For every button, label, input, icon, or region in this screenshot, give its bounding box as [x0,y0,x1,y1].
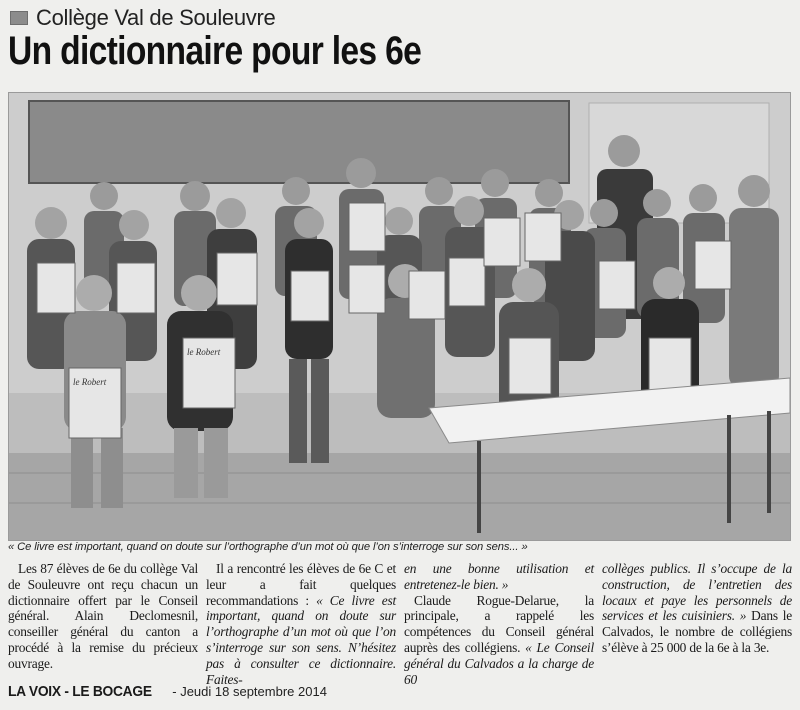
article-paragraph [206,561,396,687]
paragraph-text: Il a rencontré les élèves de 6e C et leur a fait quelques recommandations : [206,561,396,608]
paragraph-text: Dans le Calvados, le nombre de collégiens s’élève à 25 000 de la 6e à la 3e. [602,608,793,655]
quote-text: « Ce livre est important, quand on doute sur l’orthographe d’un mot où que l’on s’interroge sur son sens. N’hésitez pas à consulter ce dictionnaire. Faites- [206,592,396,687]
publication-date: - Jeudi 18 septembre 2014 [172,684,327,699]
article-headline: Un dictionnaire pour les 6e [8,29,422,73]
kicker-text: Collège Val de Souleuvre [36,5,276,30]
class-photo [8,92,791,541]
quote-text: collèges publics. Il s’occupe de la construction, de l’entretien des locaux et paye les personnels de services et les cuisiniers. » [602,561,792,624]
class-photo-illustration [9,93,790,540]
photo-caption: « Ce livre est important, quand on doute sur l’orthographe d’un mot où que l’on s’interroge sur son sens... » [8,541,528,553]
square-bullet-icon [10,11,28,25]
publication-name: LA VOIX - LE BOCAGE [8,683,152,700]
article-paragraph [602,561,792,656]
book-title-label: le Robert [73,377,107,387]
article-body [8,561,793,687]
article-paragraph [404,593,594,688]
article-column-3 [404,561,594,687]
quote-continuation: en une bonne utilisation et entretenez-le bien. » [404,561,594,592]
quote-text: « Le Conseil général du Calvados a la charge de 60 [404,639,594,687]
article-paragraph: Les 87 élèves de 6e du collège Val de Souleuvre ont reçu chacun un dictionnaire offert par le Conseil général. Alain Declomesnil, conseiller général du canton a procédé à la remise du précieux ouvrage. [8,561,198,671]
page-footer [8,683,327,705]
article-column-4 [602,561,792,679]
section-kicker [10,6,275,30]
article-column-2 [206,561,396,687]
paragraph-text: Claude Rogue-Delarue, la principale, a rappelé les compétences du Conseil général auprès des collégiens. [404,592,594,655]
article-column-1 [8,561,198,679]
book-title-label: le Robert [187,347,221,357]
